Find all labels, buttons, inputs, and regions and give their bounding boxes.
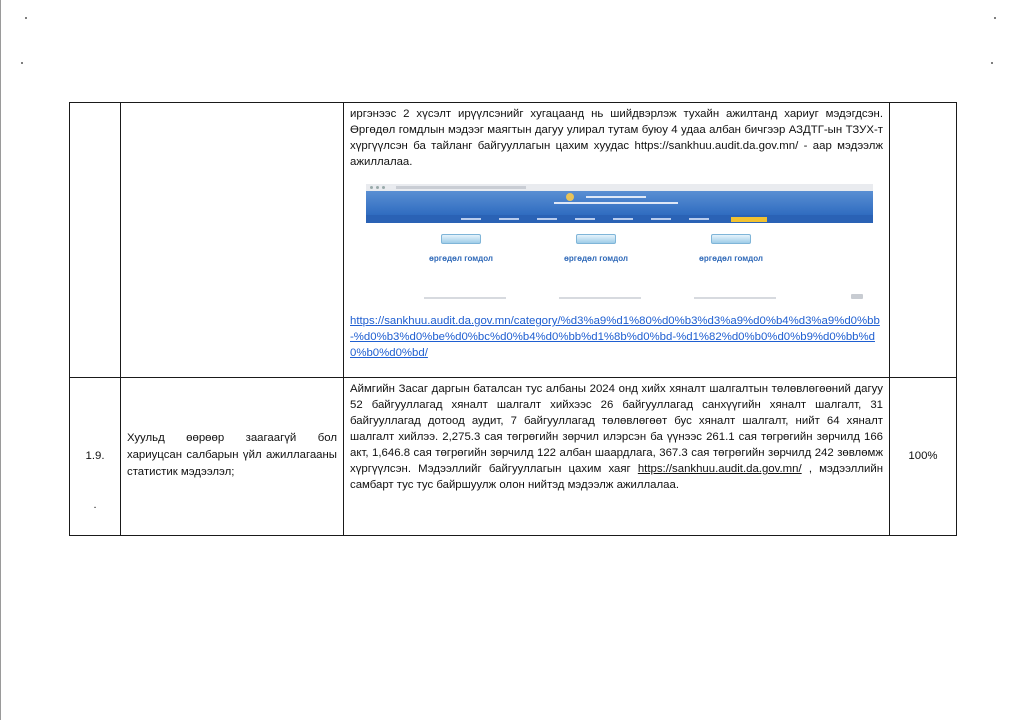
description-part2: , мэдээллийн самбарт тус тус байршуулж олон нийтэд мэдээлж ажиллалаа. bbox=[350, 463, 883, 491]
description-part1: Аймгийн Засаг даргын баталсан тус албаны 2024 онд хийх хяналт шалгалтын төлөвлөгөөний дагуу 52 байгууллагад хяналт шалгалт хийхээс 26 байгууллагад санхүүгийн хяналт шалгалт, 31 байгууллагад дотоод аудит, 7 байгууллагад төлөвлөгөөт бус хяналт шалгалт, нийт 64 хяналт шалгалт хийлээ. 2,275.3 сая төгрөгийн зөрчил илэрсэн ба үүнээс 261.1 сая төгрөгийн зөрчилд 166 акт, 1,646.8 сая төгрөгийн зөрчилд 122 албан шаардлага, 367.3 сая төгрөгийн зөрчилд 242 зөвлөмж хүргүүлсэн. Мэдээллийг байгууллагын цахим хаяг bbox=[350, 383, 883, 475]
table-row-1-9 bbox=[70, 378, 957, 536]
cell-number bbox=[70, 378, 121, 536]
cell-percent bbox=[890, 378, 957, 536]
stray-dot: . bbox=[93, 499, 97, 511]
description-text bbox=[344, 378, 889, 493]
complaint-tile bbox=[556, 234, 636, 263]
cell-description bbox=[344, 378, 890, 536]
complaint-tile-label: өргөдөл гомдол bbox=[698, 254, 764, 263]
indicator-name: Хуульд өөрөөр заагаагүй бол хариуцсан салбарын үйл ажиллагааны статистик мэдээлэл; bbox=[127, 432, 337, 478]
cell-name bbox=[121, 378, 344, 536]
complaint-tile-icon bbox=[576, 234, 616, 244]
row-number: 1.9. bbox=[85, 450, 105, 462]
complaint-tile bbox=[421, 234, 501, 263]
complaint-tile-icon bbox=[711, 234, 751, 244]
scan-edge bbox=[0, 0, 1, 720]
report-table bbox=[69, 102, 957, 536]
scan-speck bbox=[25, 17, 27, 19]
table-row-continued bbox=[70, 103, 957, 378]
website-link[interactable]: https://sankhuu.audit.da.gov.mn/ bbox=[637, 463, 802, 475]
website-screenshot bbox=[366, 184, 873, 308]
scroll-button bbox=[851, 294, 863, 299]
category-link[interactable]: https://sankhuu.audit.da.gov.mn/category/%d3%a9%d1%80%d0%b3%d3%a9%d0%b4%d3%a9%d0%bb-%d0%b3%d0%be%d0%bc%d0%b4%d0%bb%d1%8b%d0%bd-%d1%82%d0%b0%d0%b9%d0%bb%d0%b0%d0%bd/ bbox=[350, 315, 880, 359]
browser-bar bbox=[366, 184, 873, 191]
scan-speck bbox=[994, 17, 996, 19]
cell-name-empty bbox=[121, 103, 344, 378]
complaint-tile-label: өргөдөл гомдол bbox=[428, 254, 494, 263]
scan-speck bbox=[21, 62, 23, 64]
complaint-tile-label: өргөдөл гомдол bbox=[563, 254, 629, 263]
completion-percent: 100% bbox=[908, 450, 938, 462]
cell-percent-empty bbox=[890, 103, 957, 378]
complaint-tile bbox=[691, 234, 771, 263]
complaint-tile-icon bbox=[441, 234, 481, 244]
cell-description bbox=[344, 103, 890, 378]
scan-speck bbox=[991, 62, 993, 64]
site-banner bbox=[366, 191, 873, 215]
emblem-icon bbox=[566, 193, 574, 201]
site-nav bbox=[366, 215, 873, 223]
cell-number-empty bbox=[70, 103, 121, 378]
description-text: иргэнээс 2 хүсэлт ирүүлсэнийг хугацаанд нь шийдвэрлэж тухайн ажилтанд хариуг мэдэгдсэн. Өргөдөл гомдлын мэдээг маягтын дагуу улирал тутам буюу 4 удаа албан бичгээр АЗДТГ-ын ТЗУХ-т хүргүүлсэн ба тайланг байгууллагын цахим хуудас https://sankhuu.audit.da.gov.mn/ - аар мэдээлж ажиллалаа. bbox=[350, 108, 883, 168]
